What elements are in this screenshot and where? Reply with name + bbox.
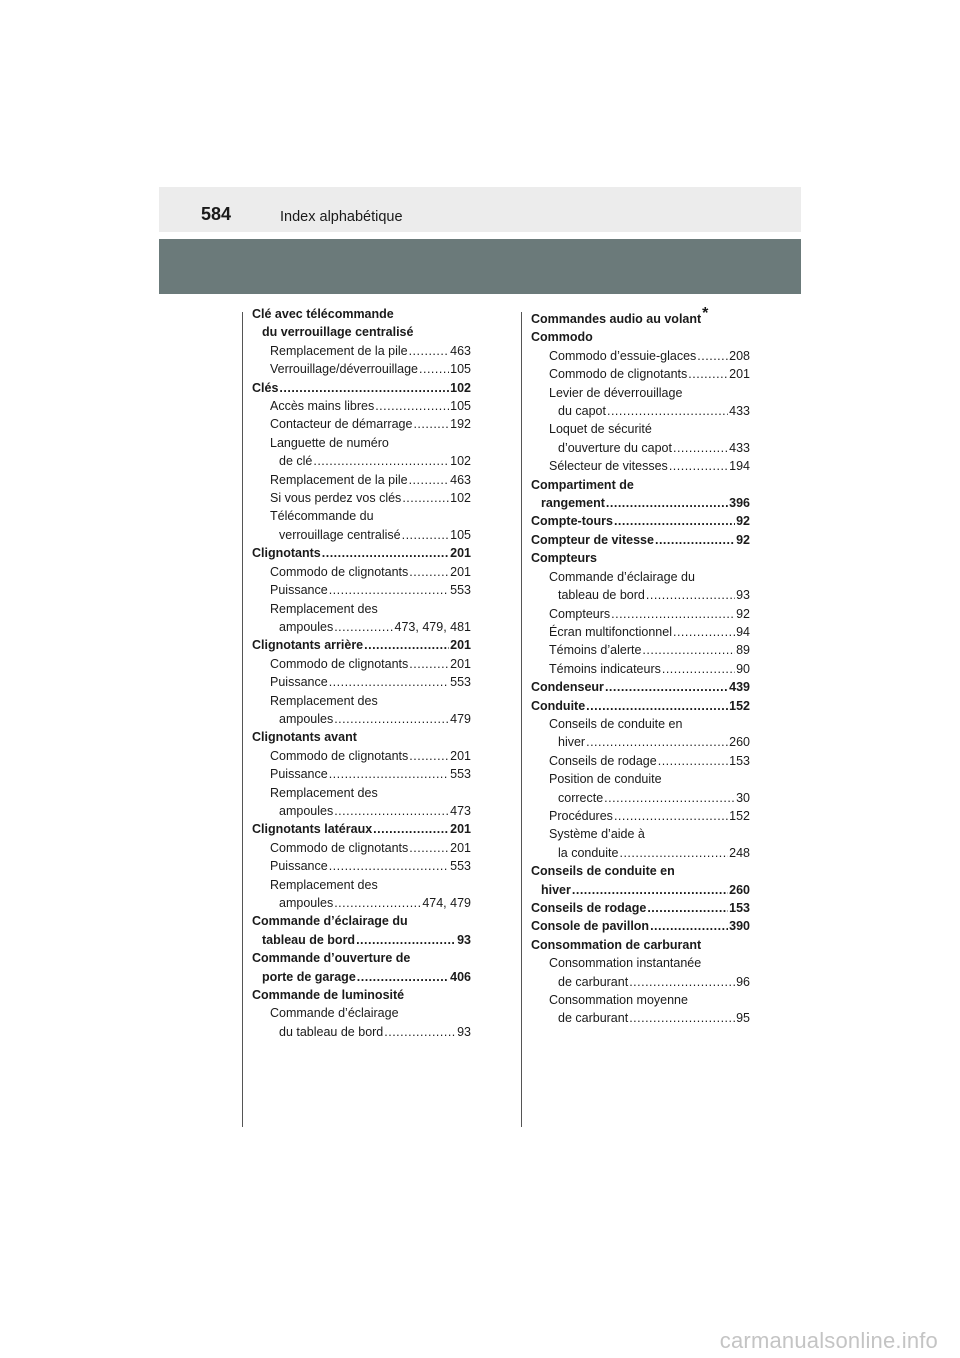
dot-leader xyxy=(629,973,735,991)
index-entry xyxy=(252,692,471,710)
index-entry xyxy=(252,342,471,360)
entry-text: Remplacement des xyxy=(270,877,378,892)
entry-text: Conseils de conduite en xyxy=(549,716,683,731)
index-entry xyxy=(252,397,471,415)
entry-text: Compteurs xyxy=(549,606,611,621)
entry-text: Clignotants arrière xyxy=(252,638,364,653)
index-column-right xyxy=(531,305,750,1028)
entry-text: Puissance xyxy=(270,767,328,782)
index-entry xyxy=(252,747,471,765)
index-entry xyxy=(252,379,471,397)
page-ref: 260 xyxy=(729,882,750,897)
entry-text: hiver xyxy=(558,735,586,750)
index-entry xyxy=(531,512,750,530)
page-ref: 553 xyxy=(450,583,471,598)
index-entry xyxy=(252,820,471,838)
index-entry xyxy=(531,936,750,954)
page-ref: 94 xyxy=(736,624,750,639)
entry-text: Remplacement de la pile xyxy=(270,343,408,358)
entry-text: Commodo d’essuie-glaces xyxy=(549,348,697,363)
entry-text: verrouillage centralisé xyxy=(279,527,401,542)
page-ref: 152 xyxy=(729,698,750,713)
index-entry xyxy=(531,991,750,1009)
page-ref: 201 xyxy=(450,840,471,855)
page-ref: 553 xyxy=(450,859,471,874)
watermark: carmanualsonline.info xyxy=(719,1328,938,1353)
index-entry xyxy=(252,305,471,323)
index-entry xyxy=(252,710,471,728)
page-ref: 433 xyxy=(729,440,750,455)
page-ref: 105 xyxy=(450,362,471,377)
entry-text: Commodo de clignotants xyxy=(270,748,409,763)
page-ref: 102 xyxy=(450,454,471,469)
index-entry xyxy=(252,1004,471,1022)
index-entry xyxy=(531,641,750,659)
index-entry xyxy=(531,365,750,383)
entry-text: Conseils de rodage xyxy=(549,753,657,768)
page-ref: 248 xyxy=(729,845,750,860)
entry-text: Conseils de conduite en xyxy=(531,864,675,879)
index-entry xyxy=(531,420,750,438)
entry-text: d’ouverture du capot xyxy=(558,440,672,455)
index-entry xyxy=(252,765,471,783)
entry-text: Loquet de sécurité xyxy=(549,422,652,437)
dot-leader xyxy=(329,765,449,783)
page-ref: 208 xyxy=(729,348,750,363)
entry-text: Système d’aide à xyxy=(549,827,645,842)
index-entry xyxy=(531,697,750,715)
page-ref: 473 xyxy=(450,803,471,818)
dot-leader xyxy=(334,618,393,636)
index-entry xyxy=(252,931,471,949)
entry-text: de clé xyxy=(279,454,313,469)
entry-text: Commodo de clignotants xyxy=(549,367,688,382)
entry-text: Témoins indicateurs xyxy=(549,661,661,676)
index-entry xyxy=(252,323,471,341)
index-entry xyxy=(531,1009,750,1027)
page-ref: 153 xyxy=(729,753,750,768)
entry-text: du verrouillage centralisé xyxy=(262,325,414,340)
footnote-marker: * xyxy=(702,305,709,322)
entry-text: de carburant xyxy=(558,974,629,989)
dot-leader xyxy=(375,397,449,415)
index-entry xyxy=(252,636,471,654)
index-entry xyxy=(252,360,471,378)
index-entry xyxy=(531,549,750,567)
index-entry xyxy=(531,660,750,678)
index-entry xyxy=(252,434,471,452)
dot-leader xyxy=(409,655,449,673)
page-ref: 396 xyxy=(729,496,750,511)
index-entry xyxy=(531,678,750,696)
dot-leader xyxy=(384,1023,456,1041)
page-ref: 93 xyxy=(457,1024,471,1039)
entry-text: Commodo de clignotants xyxy=(270,840,409,855)
entry-text: Commodo de clignotants xyxy=(270,656,409,671)
entry-text: porte de garage xyxy=(262,969,356,984)
page-ref: 390 xyxy=(729,919,750,934)
dot-leader xyxy=(669,457,728,475)
entry-text: Verrouillage/déverrouillage xyxy=(270,362,419,377)
index-entry xyxy=(252,415,471,433)
index-entry xyxy=(531,825,750,843)
index-entry xyxy=(252,452,471,470)
index-entry xyxy=(252,876,471,894)
index-entry xyxy=(531,899,750,917)
entry-text: Télécommande du xyxy=(270,509,374,524)
page-ref: 92 xyxy=(736,606,750,621)
entry-text: Remplacement des xyxy=(270,601,378,616)
entry-text: Témoins d’alerte xyxy=(549,643,642,658)
index-entry xyxy=(531,586,750,604)
index-entry xyxy=(252,894,471,912)
entry-text: Conduite xyxy=(531,698,586,713)
index-entry xyxy=(252,968,471,986)
index-entry xyxy=(531,457,750,475)
header-band xyxy=(159,239,801,294)
index-entry xyxy=(252,802,471,820)
entry-text: Position de conduite xyxy=(549,772,662,787)
page-ref: 474, 479 xyxy=(422,896,471,910)
page-ref: 194 xyxy=(729,459,750,474)
entry-text: Commandes audio au volant xyxy=(531,312,702,326)
dot-leader xyxy=(322,544,449,562)
dot-leader xyxy=(409,471,450,489)
dot-leader xyxy=(329,857,449,875)
entry-text: ampoules xyxy=(279,896,334,910)
entry-text: Écran multifonctionnel xyxy=(549,624,672,639)
dot-leader xyxy=(607,402,728,420)
dot-leader xyxy=(611,605,735,623)
dot-leader xyxy=(619,844,728,862)
entry-text: Consommation moyenne xyxy=(549,993,688,1008)
page-ref: 201 xyxy=(450,638,471,653)
page-ref: 102 xyxy=(450,491,471,506)
index-entry xyxy=(252,563,471,581)
page-ref: 93 xyxy=(457,932,471,947)
index-entry xyxy=(531,402,750,420)
page-ref: 105 xyxy=(450,527,471,542)
entry-text: tableau de bord xyxy=(558,588,645,603)
dot-leader xyxy=(334,710,449,728)
dot-leader xyxy=(329,673,449,691)
page-ref: 201 xyxy=(450,564,471,579)
dot-leader xyxy=(313,452,449,470)
page-ref: 479 xyxy=(450,711,471,726)
index-entry xyxy=(252,857,471,875)
index-entry xyxy=(531,605,750,623)
index-entry xyxy=(531,305,750,328)
entry-text: du tableau de bord xyxy=(279,1024,384,1039)
entry-text: Remplacement de la pile xyxy=(270,472,408,487)
index-entry xyxy=(252,581,471,599)
dot-leader xyxy=(662,660,735,678)
index-entry xyxy=(252,471,471,489)
entry-text: Consommation instantanée xyxy=(549,956,702,971)
dot-leader xyxy=(614,512,735,530)
entry-text: rangement xyxy=(541,496,605,511)
index-entry xyxy=(252,544,471,562)
index-entry xyxy=(531,973,750,991)
index-entry xyxy=(252,600,471,618)
page-ref: 102 xyxy=(450,380,471,395)
entry-text: Languette de numéro xyxy=(270,435,389,450)
index-entry xyxy=(531,770,750,788)
page-ref: 201 xyxy=(450,822,471,837)
page-ref: 201 xyxy=(450,748,471,763)
entry-text: Compte-tours xyxy=(531,514,613,529)
page-ref: 105 xyxy=(450,399,471,414)
entry-text: tableau de bord xyxy=(262,932,356,947)
entry-text: Commodo de clignotants xyxy=(270,564,409,579)
entry-text: Commande de luminosité xyxy=(252,988,405,1003)
index-entry xyxy=(531,807,750,825)
dot-leader xyxy=(605,678,728,696)
index-entry xyxy=(531,494,750,512)
entry-text: Procédures xyxy=(549,808,613,823)
entry-text: Puissance xyxy=(270,859,328,874)
index-entry xyxy=(531,862,750,880)
page-number: 584 xyxy=(201,204,232,224)
page-ref: 92 xyxy=(736,532,750,547)
dot-leader xyxy=(604,789,735,807)
page-ref: 553 xyxy=(450,767,471,782)
dot-leader xyxy=(572,881,728,899)
entry-text: Contacteur de démarrage xyxy=(270,417,413,432)
dot-leader xyxy=(586,697,728,715)
dot-leader xyxy=(642,641,735,659)
dot-leader xyxy=(647,899,728,917)
dot-leader xyxy=(673,623,735,641)
entry-text: Clignotants xyxy=(252,546,321,561)
index-entry xyxy=(252,912,471,930)
page-ref: 201 xyxy=(450,656,471,671)
index-entry xyxy=(531,917,750,935)
page-ref: 433 xyxy=(729,404,750,419)
page-ref: 553 xyxy=(450,675,471,690)
dot-leader xyxy=(697,347,728,365)
index-entry xyxy=(252,728,471,746)
dot-leader xyxy=(650,917,728,935)
dot-leader xyxy=(688,365,728,383)
dot-leader xyxy=(357,968,449,986)
dot-leader xyxy=(334,802,449,820)
entry-text: ampoules xyxy=(279,711,334,726)
index-entry xyxy=(531,752,750,770)
middle-column-rule xyxy=(521,312,522,1127)
page-ref: 92 xyxy=(736,514,750,529)
page-ref: 93 xyxy=(736,588,750,603)
entry-text: Puissance xyxy=(270,675,328,690)
dot-leader xyxy=(279,379,449,397)
page-ref: 439 xyxy=(729,680,750,695)
entry-text: Commande d’éclairage du xyxy=(252,914,408,929)
index-entry xyxy=(252,618,471,636)
entry-text: Compteurs xyxy=(531,551,597,566)
dot-leader xyxy=(629,1009,735,1027)
entry-text: Commande d’éclairage du xyxy=(549,569,695,584)
entry-text: Si vous perdez vos clés xyxy=(270,491,402,506)
index-entry xyxy=(252,507,471,525)
index-entry xyxy=(531,531,750,549)
index-entry xyxy=(531,568,750,586)
index-column-left xyxy=(252,305,471,1041)
index-entry xyxy=(531,328,750,346)
entry-text: Puissance xyxy=(270,583,328,598)
index-entry xyxy=(531,347,750,365)
dot-leader xyxy=(409,563,449,581)
page-ref: 463 xyxy=(450,472,471,487)
entry-text: Commande d’ouverture de xyxy=(252,951,411,966)
index-entry xyxy=(252,949,471,967)
entry-text: Compartiment de xyxy=(531,477,634,492)
entry-text: Clés xyxy=(252,380,279,395)
index-entry xyxy=(531,623,750,641)
dot-leader xyxy=(413,415,449,433)
page-ref: 201 xyxy=(729,367,750,382)
index-entry xyxy=(252,1023,471,1041)
entry-text: ampoules xyxy=(279,619,334,634)
index-entry xyxy=(252,489,471,507)
index-entry xyxy=(531,789,750,807)
entry-text: Compteur de vitesse xyxy=(531,532,654,547)
index-entry xyxy=(531,881,750,899)
index-entry xyxy=(531,439,750,457)
entry-text: Condenseur xyxy=(531,680,604,695)
index-entry xyxy=(252,784,471,802)
header-bar xyxy=(159,187,801,232)
index-entry xyxy=(531,476,750,494)
dot-leader xyxy=(606,494,728,512)
entry-text: Clignotants avant xyxy=(252,730,357,745)
dot-leader xyxy=(373,820,449,838)
dot-leader xyxy=(586,733,728,751)
entry-text: Levier de déverrouillage xyxy=(549,385,683,400)
dot-leader xyxy=(334,894,421,912)
dot-leader xyxy=(402,526,450,544)
entry-text: du capot xyxy=(558,404,606,419)
index-entry xyxy=(531,954,750,972)
dot-leader xyxy=(409,342,450,360)
dot-leader xyxy=(614,807,728,825)
page-ref: 260 xyxy=(729,735,750,750)
index-entry xyxy=(252,839,471,857)
page-ref: 463 xyxy=(450,343,471,358)
dot-leader xyxy=(658,752,728,770)
index-entry xyxy=(531,715,750,733)
entry-text: hiver xyxy=(541,882,571,897)
dot-leader xyxy=(329,581,449,599)
dot-leader xyxy=(364,636,449,654)
entry-text: Commodo xyxy=(531,330,593,345)
dot-leader xyxy=(655,531,735,549)
page-ref: 153 xyxy=(729,901,750,915)
dot-leader xyxy=(646,586,735,604)
index-entry xyxy=(531,844,750,862)
entry-text: Sélecteur de vitesses xyxy=(549,459,668,474)
entry-text: Clé avec télécommande xyxy=(252,307,394,321)
page-ref: 473, 479, 481 xyxy=(394,619,471,634)
page-ref: 406 xyxy=(450,969,471,984)
index-entry xyxy=(252,655,471,673)
entry-text: Conseils de rodage xyxy=(531,901,647,915)
dot-leader xyxy=(419,360,449,378)
index-entry xyxy=(252,673,471,691)
page-ref: 89 xyxy=(736,643,750,658)
page-title: Index alphabétique xyxy=(280,209,403,225)
index-entry xyxy=(252,986,471,1004)
page-ref: 95 xyxy=(736,1011,750,1026)
dot-leader xyxy=(409,839,449,857)
page-ref: 96 xyxy=(736,974,750,989)
entry-text: de carburant xyxy=(558,1011,629,1026)
page-ref: 152 xyxy=(729,808,750,823)
page-ref: 192 xyxy=(450,417,471,432)
dot-leader xyxy=(402,489,449,507)
entry-text: Remplacement des xyxy=(270,785,378,800)
index-entry xyxy=(531,384,750,402)
entry-text: Accès mains libres xyxy=(270,399,375,414)
index-entry xyxy=(252,526,471,544)
page-ref: 30 xyxy=(736,790,750,805)
dot-leader xyxy=(356,931,456,949)
entry-text: Remplacement des xyxy=(270,693,378,708)
dot-leader xyxy=(409,747,449,765)
left-column-rule xyxy=(242,312,243,1127)
dot-leader xyxy=(673,439,728,457)
entry-text: la conduite xyxy=(558,845,619,860)
entry-text: ampoules xyxy=(279,803,334,818)
entry-text: correcte xyxy=(558,790,604,805)
index-entry xyxy=(531,733,750,751)
entry-text: Clignotants latéraux xyxy=(252,822,373,837)
page-ref: 90 xyxy=(736,661,750,676)
entry-text: Commande d’éclairage xyxy=(270,1006,399,1021)
entry-text: Consommation de carburant xyxy=(531,937,702,952)
entry-text: Console de pavillon xyxy=(531,919,650,934)
page-ref: 201 xyxy=(450,546,471,561)
